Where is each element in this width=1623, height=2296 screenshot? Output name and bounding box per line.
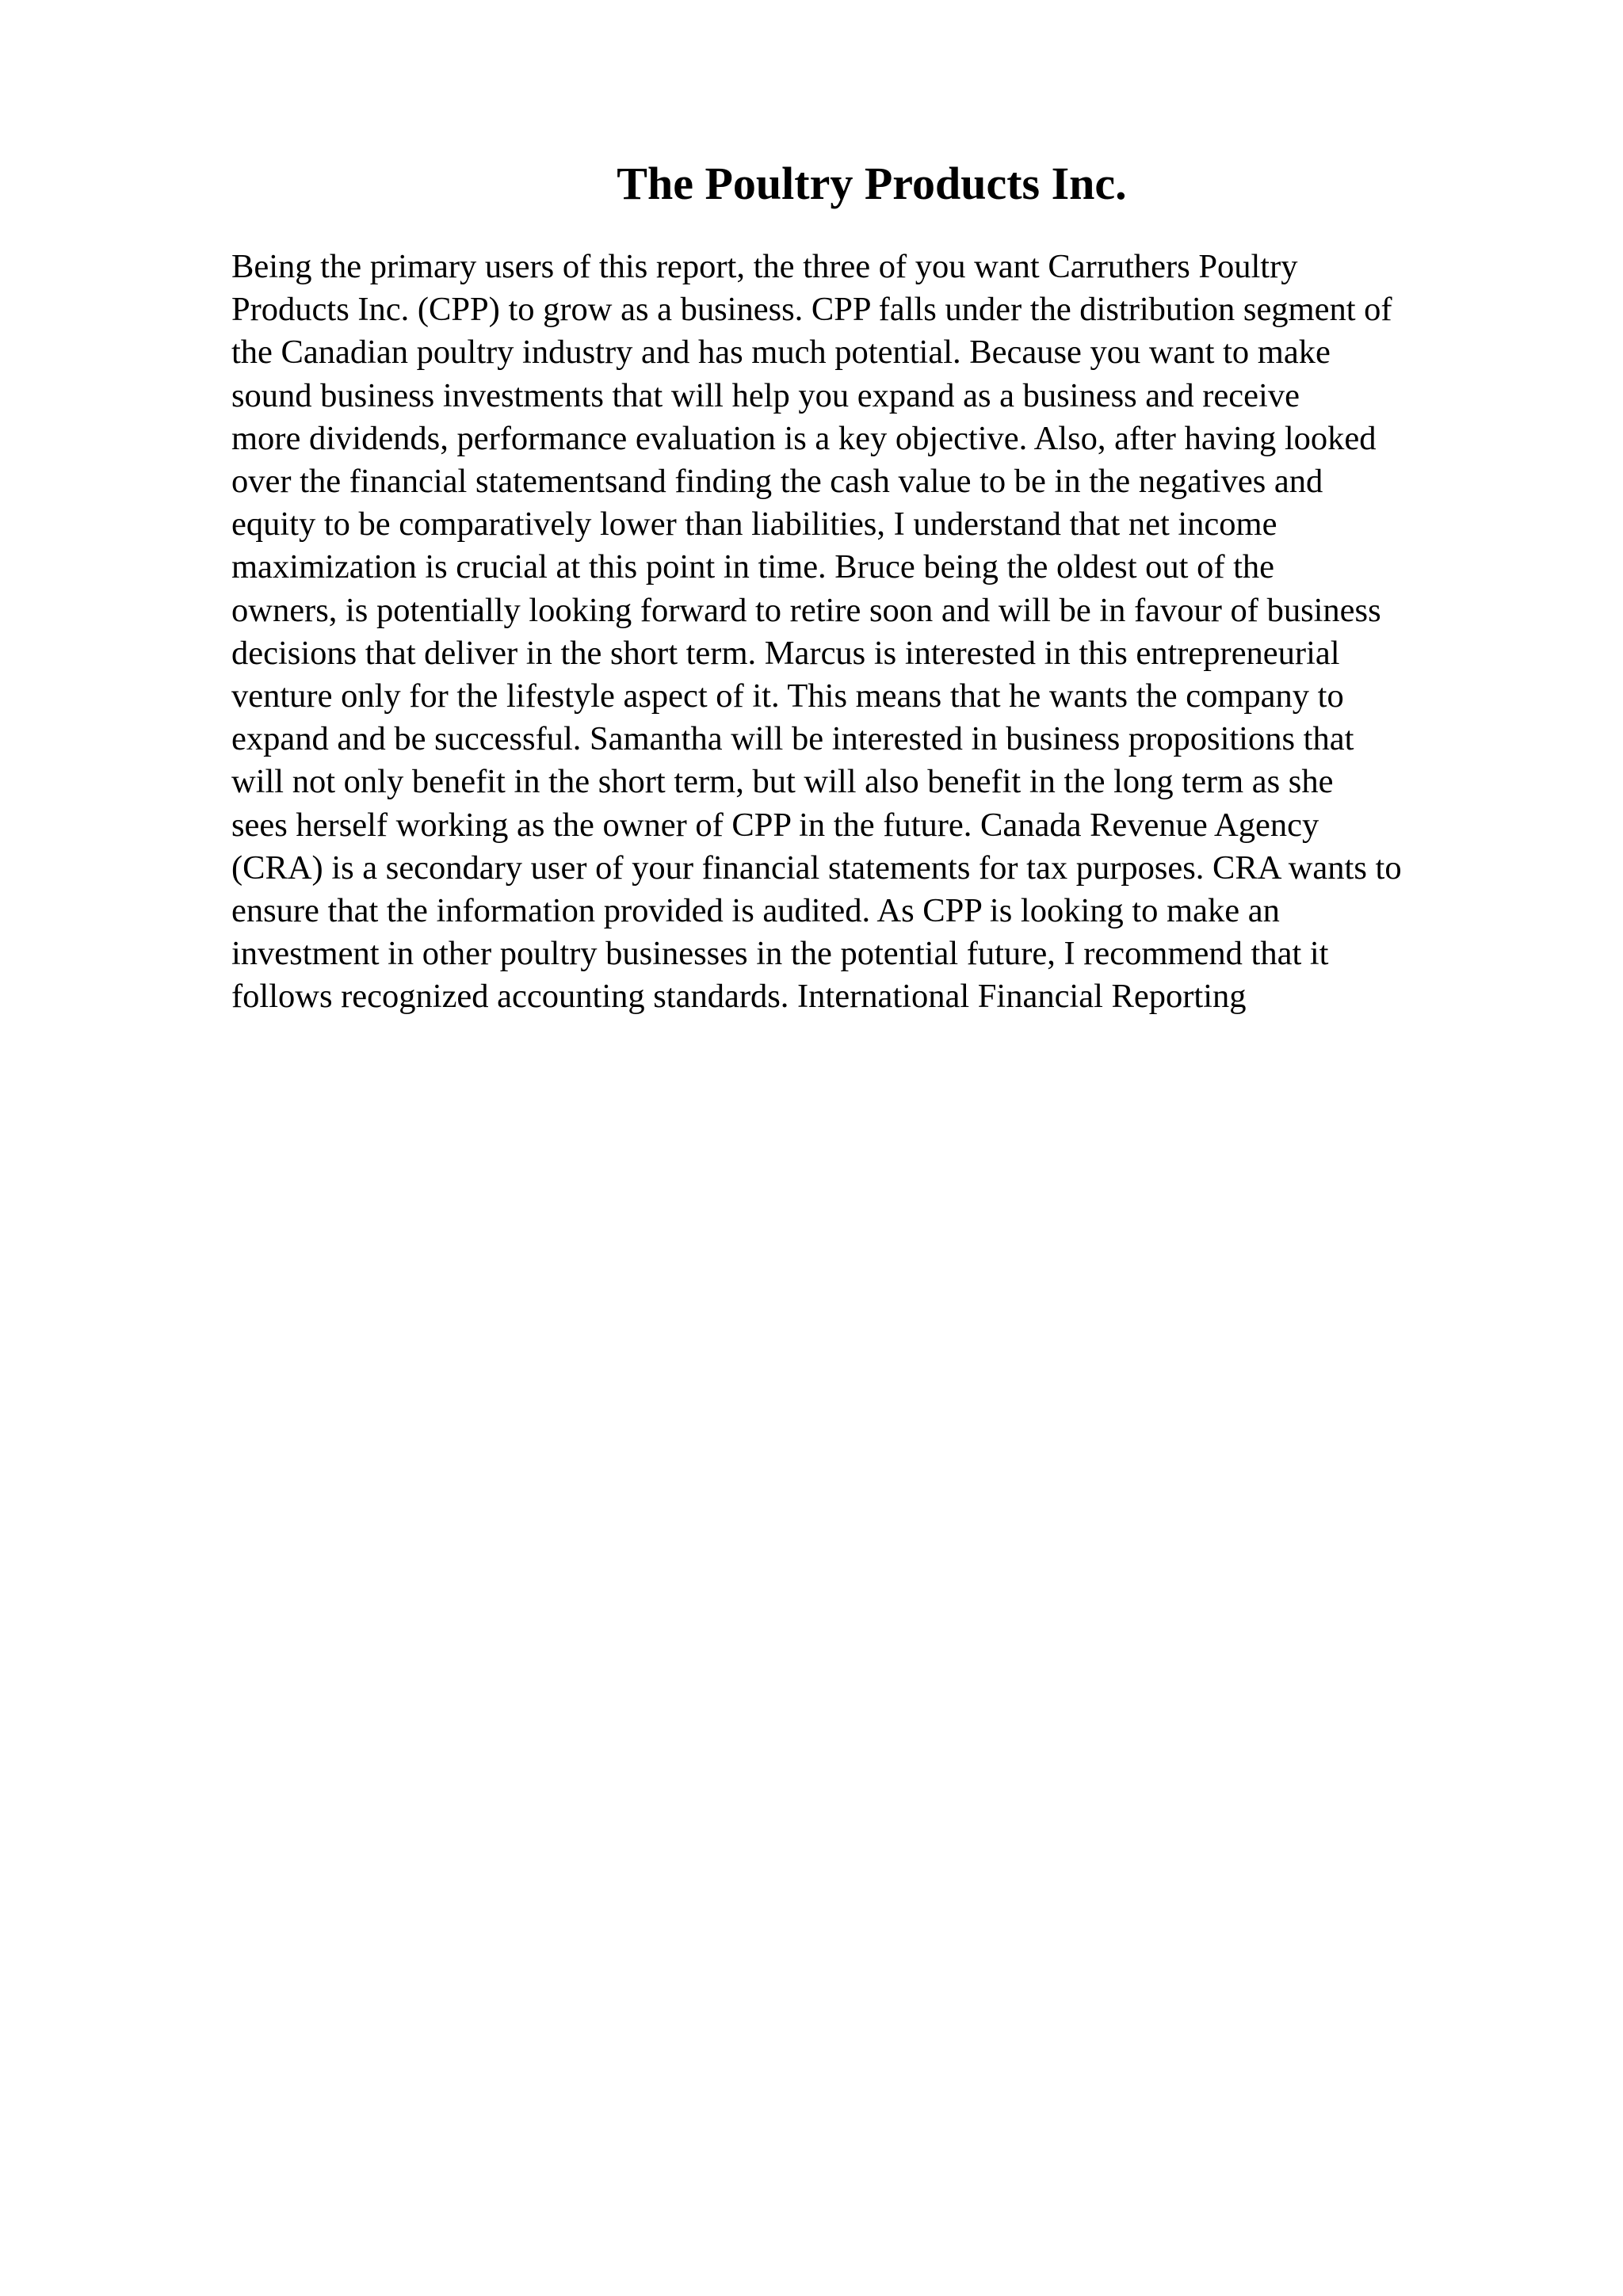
document-title: The Poultry Products Inc. bbox=[617, 158, 1127, 209]
paragraph-line: investment in other poultry businesses in the potential future, I recommend that it bbox=[231, 935, 1329, 973]
paragraph-line: Products Inc. (CPP) to grow as a business. CPP falls under the distribution segment of bbox=[231, 291, 1392, 329]
paragraph-line: more dividends, performance evaluation is a key objective. Also, after having looked bbox=[231, 419, 1377, 457]
paragraph-line: owners, is potentially looking forward to retire soon and will be in favour of business bbox=[231, 591, 1381, 629]
paragraph-line: the Canadian poultry industry and has much potential. Because you want to make bbox=[231, 334, 1331, 372]
paragraph-line: sound business investments that will help you expand as a business and receive bbox=[231, 376, 1300, 414]
paragraph-line: follows recognized accounting standards. International Financial Reporting bbox=[231, 978, 1247, 1016]
paragraph-line: ensure that the information provided is audited. As CPP is looking to make an bbox=[231, 892, 1280, 930]
paragraph-line: over the financial statementsand finding the cash value to be in the negatives and bbox=[231, 463, 1323, 501]
paragraph-line: maximization is crucial at this point in time. Bruce being the oldest out of the bbox=[231, 548, 1275, 586]
paragraph-line: equity to be comparatively lower than liabilities, I understand that net income bbox=[231, 505, 1277, 543]
paragraph-line: venture only for the lifestyle aspect of it. This means that he wants the company to bbox=[231, 677, 1344, 715]
paragraph-line: expand and be successful. Samantha will be interested in business propositions that bbox=[231, 720, 1354, 758]
paragraph-line: sees herself working as the owner of CPP in the future. Canada Revenue Agency bbox=[231, 806, 1319, 844]
paragraph-line: decisions that deliver in the short term. Marcus is interested in this entrepreneurial bbox=[231, 634, 1340, 672]
paragraph-line: (CRA) is a secondary user of your financial statements for tax purposes. CRA wants to bbox=[231, 849, 1402, 887]
paragraph-line: will not only benefit in the short term, but will also benefit in the long term as she bbox=[231, 763, 1334, 801]
paragraph-line: Being the primary users of this report, the three of you want Carruthers Poultry bbox=[231, 248, 1298, 285]
body-paragraph bbox=[231, 246, 1563, 1019]
